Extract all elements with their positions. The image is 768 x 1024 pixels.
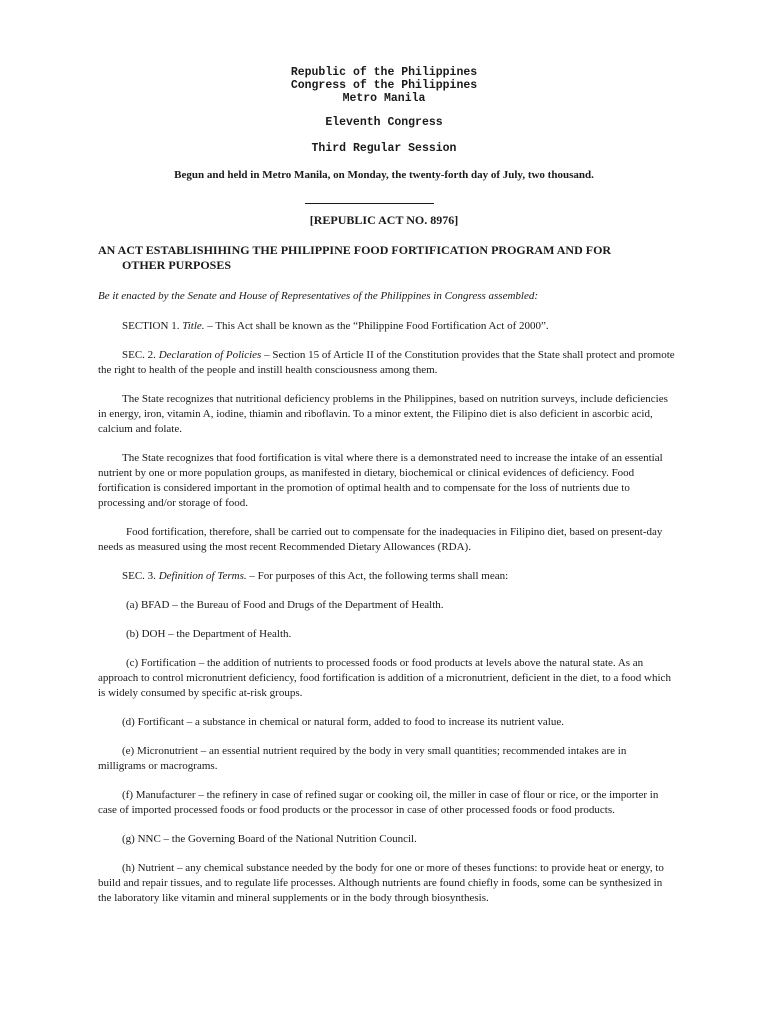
definition-bfad: (a) BFAD – the Bureau of Food and Drugs of the Department of Health.: [126, 599, 444, 611]
definition-manufacturer: (f) Manufacturer – the refinery in case of refined sugar or cooking oil, the miller in case of flour or rice, or the importer in case of imported processed foods or food products or the processor in case of other processed foods or food products.: [98, 789, 659, 816]
begun-statement: Begun and held in Metro Manila, on Monday, the twenty-forth day of July, two thousand.: [174, 169, 594, 181]
definition-nnc: (g) NNC – the Governing Board of the National Nutrition Council.: [122, 833, 417, 845]
section-2-title: Declaration of Policies: [158, 349, 262, 361]
section-3-title: Definition of Terms.: [158, 570, 247, 582]
header-location: Metro Manila: [342, 92, 426, 105]
section-1-text: – This Act shall be known as the “Philippine Food Fortification Act of 2000”.: [204, 320, 549, 332]
definition-micronutrient: (e) Micronutrient – an essential nutrient required by the body in very small quantities; recommended intakes are in milligrams or macrograms.: [98, 745, 627, 772]
section-1-label: SECTION 1.: [122, 320, 183, 332]
act-title-line2: OTHER PURPOSES: [122, 258, 232, 272]
section-1-title: Title.: [182, 320, 205, 332]
separator-line: [305, 203, 434, 204]
section-3: [98, 569, 676, 584]
paragraph-nutritional-deficiency: The State recognizes that nutritional deficiency problems in the Philippines, based on nutrition surveys, include deficiencies in energy, iron, vitamin A, iodine, thiamin and riboflavin. To a minor extent, the Filipino diet is also deficient in ascorbic acid, calcium and folate.: [98, 393, 668, 435]
section-3-text: – For purposes of this Act, the following terms shall mean:: [246, 570, 509, 582]
document-header: [0, 66, 768, 105]
header-republic: Republic of the Philippines: [290, 66, 478, 79]
section-3-label: SEC. 3.: [122, 570, 159, 582]
congress-number: Eleventh Congress: [325, 116, 443, 129]
paragraph-therefore: Food fortification, therefore, shall be carried out to compensate for the inadequacies in Filipino diet, based on present-day needs as measured using the most recent Recommended Dietary Allowances (RDA).: [98, 526, 663, 553]
definition-nutrient: (h) Nutrient – any chemical substance needed by the body for one or more of theses functions: to provide heat or energy, to build and repair tissues, and to regulate life processes. Although nutrients are found chiefly in foods, some can be synthesized in the laboratory like vitamin and mineral supplements or in the body through biosynthesis.: [98, 862, 664, 904]
document-body: [98, 289, 676, 920]
definition-fortificant: (d) Fortificant – a substance in chemical or natural form, added to food to increase its nutrient value.: [122, 716, 564, 728]
act-title: [98, 243, 658, 273]
act-title-line1: AN ACT ESTABLISHIHING THE PHILIPPINE FOOD FORTIFICATION PROGRAM AND FOR: [98, 243, 612, 257]
section-2-label: SEC. 2.: [122, 349, 159, 361]
section-2: [98, 348, 676, 378]
enactment-clause: Be it enacted by the Senate and House of Representatives of the Philippines in Congress assembled:: [98, 290, 539, 302]
definition-doh: (b) DOH – the Department of Health.: [126, 628, 292, 640]
definition-fortification: (c) Fortification – the addition of nutrients to processed foods or food products at levels above the natural state. As an approach to control micronutrient deficiency, food fortification is addition of a micronutrient, deficient in the diet, to a food which is widely consumed by specific at-risk groups.: [98, 657, 671, 699]
session-name: Third Regular Session: [311, 142, 457, 155]
header-congress: Congress of the Philippines: [290, 79, 478, 92]
act-number: [REPUBLIC ACT NO. 8976]: [309, 213, 459, 227]
paragraph-food-fortification: The State recognizes that food fortification is vital where there is a demonstrated need to increase the intake of an essential nutrient by one or more population groups, as manifested in dietary, biochemical or clinical evidences of deficiency. Food fortification is considered important in the promotion of optimal health and to compensate for the loss of nutrients due to processing and/or storage of food.: [98, 452, 663, 509]
section-2-text: – Section 15 of Article II of the Constitution provides that the State shall protect and promote the right to health of the people and instill health consciousness among them.: [98, 349, 675, 376]
section-1: [98, 319, 676, 334]
